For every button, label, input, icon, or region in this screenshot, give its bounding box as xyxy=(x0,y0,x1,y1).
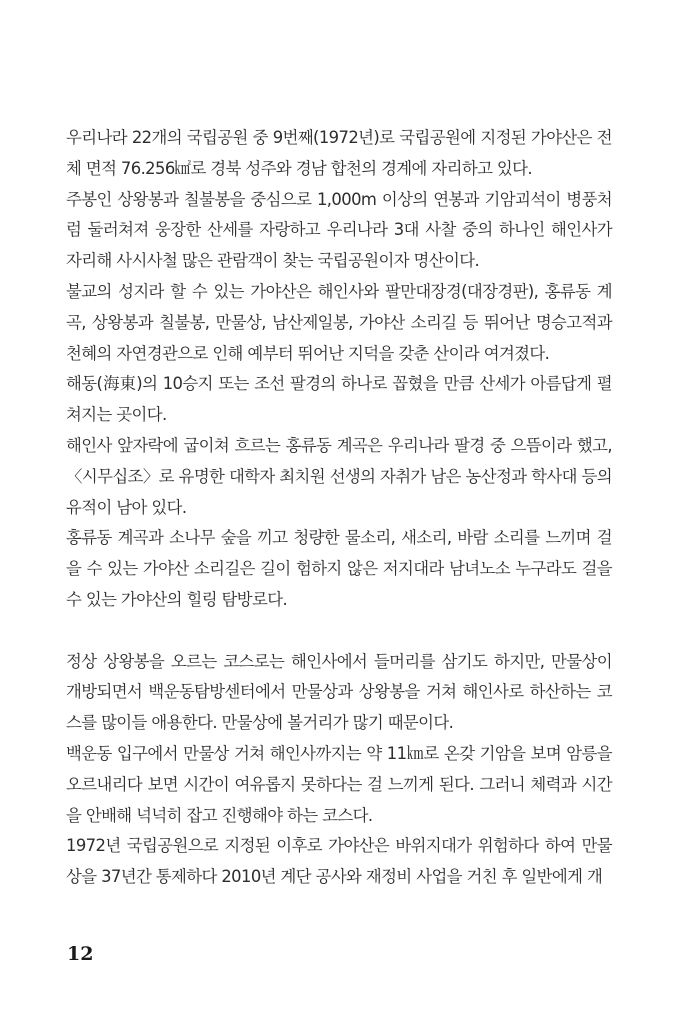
section-2 xyxy=(66,647,612,893)
page-body xyxy=(66,123,612,893)
paragraph: 백운동 입구에서 만물상 거쳐 해인사까지는 약 11㎞로 온갖 기암을 보며 암릉을 오르내리다 보면 시간이 여유롭지 못하다는 걸 느끼게 된다. 그러니 체력과 시간을 안배해 넉넉히 잡고 진행해야 하는 코스다. xyxy=(66,743,612,825)
paragraph: 홍류동 계곡과 소나무 숲을 끼고 청량한 물소리, 새소리, 바람 소리를 느끼며 걸을 수 있는 가야산 소리길은 길이 험하지 않은 저지대라 남녀노소 누구라도 걸을 수 있는 가야산의 힐링 탐방로다. xyxy=(66,528,612,609)
paragraph: 해인사 앞자락에 굽이쳐 흐르는 홍류동 계곡은 우리나라 팔경 중 으뜸이라 했고, 〈시무십조〉로 유명한 대학자 최치원 선생의 자취가 남은 농산정과 학사대 등의 유적이 남아 있다. xyxy=(66,435,612,517)
paragraph: 주봉인 상왕봉과 칠불봉을 중심으로 1,000m 이상의 연봉과 기암괴석이 병풍처럼 둘러쳐져 웅장한 산세를 자랑하고 우리나라 3대 사찰 중의 하나인 해인사가 자리해 사시사철 많은 관람객이 찾는 국립공원이자 명산이다. xyxy=(66,189,612,271)
paragraph: 우리나라 22개의 국립공원 중 9번째(1972년)로 국립공원에 지정된 가야산은 전체 면적 76.256㎢로 경북 성주와 경남 합천의 경계에 자리하고 있다. xyxy=(66,128,612,178)
section-break xyxy=(66,616,612,647)
paragraph: 불교의 성지라 할 수 있는 가야산은 해인사와 팔만대장경(대장경판), 홍류동 계곡, 상왕봉과 칠불봉, 만물상, 남산제일봉, 가야산 소리길 등 뛰어난 명승고적과 천혜의 자연경관으로 인해 예부터 뛰어난 지덕을 갖춘 산이라 여겨졌다. xyxy=(66,281,612,363)
paragraph: 해동(海東)의 10승지 또는 조선 팔경의 하나로 꼽혔을 만큼 산세가 아름답게 펼쳐지는 곳이다. xyxy=(66,374,612,425)
page-number: 12 xyxy=(67,943,94,965)
section-1 xyxy=(66,123,612,616)
paragraph: 정상 상왕봉을 오르는 코스로는 해인사에서 들머리를 삼기도 하지만, 만물상이 개방되면서 백운동탐방센터에서 만물상과 상왕봉을 거쳐 해인사로 하산하는 코스를 많이들 애용한다. 만물상에 볼거리가 많기 때문이다. xyxy=(66,651,612,733)
paragraph: 1972년 국립공원으로 지정된 이후로 가야산은 바위지대가 위험하다 하여 만물상을 37년간 통제하다 2010년 계단 공사와 재정비 사업을 거친 후 일반에게 개 xyxy=(66,836,612,887)
